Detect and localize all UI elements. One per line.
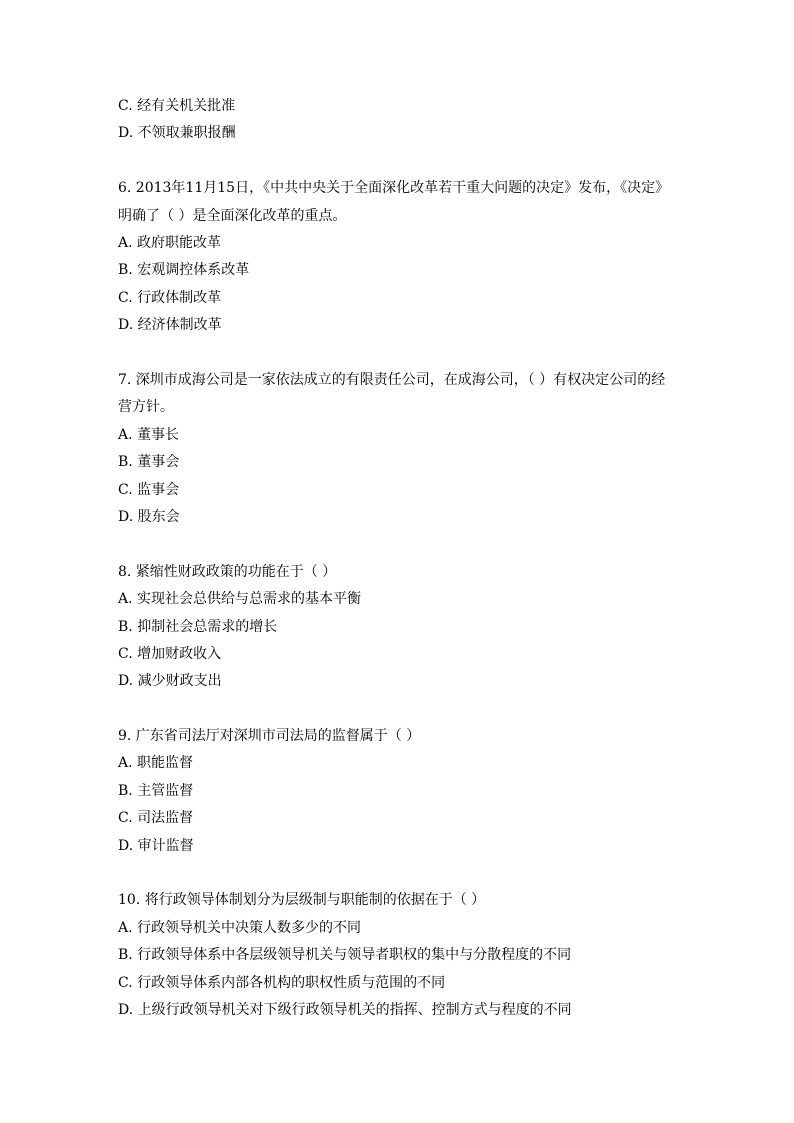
spacer: [118, 148, 678, 175]
spacer: [118, 860, 678, 887]
spacer: [118, 696, 678, 723]
option-b: B. 抑制社会总需求的增长: [118, 618, 278, 635]
option-a: A. 实现社会总供给与总需求的基本平衡: [118, 591, 362, 608]
spacer: [118, 531, 678, 558]
question-9-text: 9. 广东省司法厅对深圳市司法局的监督属于（ ）: [118, 728, 421, 745]
option-c: C. 行政领导体系内部各机构的职权性质与范围的不同: [118, 974, 446, 991]
option-b: B. 行政领导体系中各层级领导机关与领导者职权的集中与分散程度的不同: [118, 947, 572, 964]
option-d: D. 不领取兼职报酬: [118, 125, 236, 142]
option-a: A. 职能监督: [118, 755, 194, 772]
question-6-text: 6. 2013年11月15日，《中共中央关于全面深化改革若干重大问题的决定》发布，《决定》明确了（ ）是全面深化改革的重点。: [118, 180, 670, 224]
spacer: [118, 340, 678, 367]
option-c: C. 行政体制改革: [118, 289, 222, 306]
option-a: A. 行政领导机关中决策人数多少的不同: [118, 919, 362, 936]
option-d: D. 股东会: [118, 508, 180, 525]
option-d: D. 上级行政领导机关对下级行政领导机关的指挥、控制方式与程度的不同: [118, 1002, 572, 1018]
question-7-text: 7. 深圳市成海公司是一家依法成立的有限责任公司，在成海公司，（ ）有权决定公司的经营方针。: [118, 371, 666, 416]
option-c: C. 监事会: [118, 481, 180, 498]
option-b: B. 宏观调控体系改革: [118, 262, 250, 279]
option-a: A. 政府职能改革: [118, 234, 222, 251]
option-d: D. 经济体制改革: [118, 317, 222, 334]
option-b: B. 主管监督: [118, 782, 194, 799]
document-page: [118, 93, 678, 1024]
option-b: B. 董事会: [118, 454, 180, 471]
question-10-text: 10. 将行政领导体制划分为层级制与职能制的依据在于（ ）: [118, 892, 486, 909]
option-d: D. 减少财政支出: [118, 673, 222, 690]
option-d: D. 审计监督: [118, 837, 194, 854]
question-8-text: 8. 紧缩性财政政策的功能在于（ ）: [118, 563, 337, 580]
option-c: C. 司法监督: [118, 810, 194, 827]
option-a: A. 董事长: [118, 426, 180, 443]
option-c: C. 经有关机关批准: [118, 98, 236, 114]
option-c: C. 增加财政收入: [118, 645, 222, 662]
